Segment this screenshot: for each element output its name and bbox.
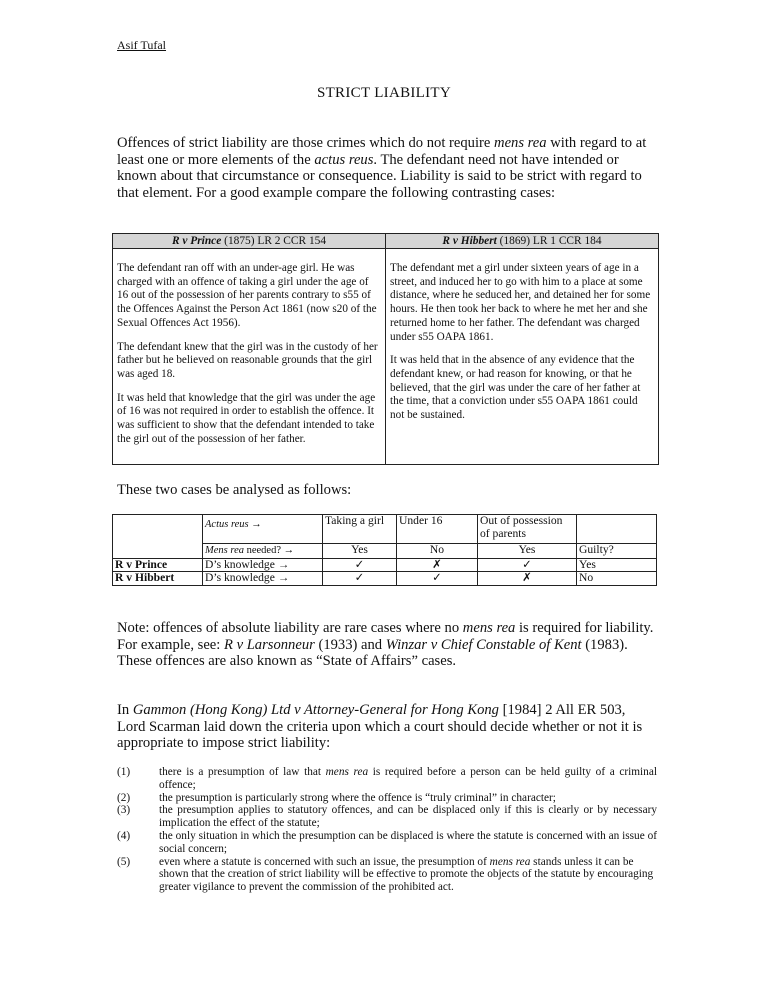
mark-prince-under16: ✗ — [397, 558, 478, 572]
column-divider — [385, 248, 386, 464]
mark-hibbert-possession: ✗ — [478, 572, 577, 586]
guilty-header: Guilty? — [577, 544, 657, 559]
prince-facts: The defendant ran off with an under-age girl. He was charged with an offence of taking a girl under the age of 16 out of the possession of her parents contrary to s55 of the Offences Against the Person Act 1861 (now s20 of the Sexual Offences Act 1956). — [117, 262, 377, 329]
mark-hibbert-under16: ✓ — [397, 572, 478, 586]
list-item — [117, 804, 657, 830]
mark-prince-possession: ✓ — [478, 558, 577, 572]
item-text: the presumption is particularly strong where the offence is “truly criminal” in character; — [159, 791, 556, 804]
item-number: (4) — [117, 829, 131, 842]
blank-header — [577, 515, 657, 544]
list-item — [117, 766, 657, 792]
prince-belief: The defendant knew that the girl was in the custody of her father but he believed on reasonable grounds that the girl was aged 18. — [117, 340, 378, 380]
absolute-liability-note: Note: offences of absolute liability are rare cases where no mens rea is required for liability. For example, see: R v Larsonneur (1933) and Winzar v Chief Constable of Kent (1983). These offences are also known as “State of Affairs” cases. — [117, 620, 654, 669]
item-text: there is a presumption of law that mens rea is required before a person can be held guilty of a criminal offence; — [159, 766, 657, 791]
col-possession-header: Out of possession of parents — [478, 515, 577, 544]
prince-column — [117, 262, 379, 456]
mens-rea-label: Mens rea needed? → — [203, 544, 323, 559]
hibbert-facts: The defendant met a girl under sixteen years of age in a street, and induced her to go with him to a place at some distance, where he seduced her, and detained her for some hours. He then took her back to where he met her and she returned home to her father. The defendant was charged under s55 OAPA 1861. — [390, 262, 651, 343]
guilty-prince: Yes — [577, 558, 657, 572]
prince-header: R v Prince (1875) LR 2 CCR 154 — [113, 234, 386, 249]
page-title: STRICT LIABILITY — [316, 85, 452, 101]
item-text: even where a statute is concerned with such an issue, the presumption of mens rea stands unless it can be shown that the creation of strict liability will be effective to promote the objects of the statute by encouraging greater vigilance to prevent the commission of the prohibited act. — [159, 855, 654, 894]
mark-prince-taking: ✓ — [323, 558, 397, 572]
hibbert-held: It was held that in the absence of any evidence that the defendant knew, or had reason for knowing, or that he believed, that the girl was under the care of her father at the time, that a conviction under s55 OAPA 1861 could not be sustained. — [390, 354, 641, 422]
col-taking-header: Taking a girl — [323, 515, 397, 544]
prince-held: It was held that knowledge that the girl was under the age of 16 was not required in order to establish the offence. It was sufficient to show that the defendant intended to take the girl out of the possession of her father. — [117, 391, 376, 445]
analysis-heading: These two cases be analysed as follows: — [117, 482, 352, 498]
list-item — [117, 830, 657, 856]
item-text: the presumption applies to statutory offences, and can be displaced only if this is clearly or by necessary implication the effect of the statute; — [159, 804, 657, 830]
criteria-list — [117, 766, 657, 894]
item-number: (3) — [117, 804, 131, 817]
row-label-prince: D’s knowledge → — [203, 558, 323, 572]
mark-hibbert-taking: ✓ — [323, 572, 397, 586]
col-under16-header: Under 16 — [397, 515, 478, 544]
item-number: (1) — [117, 766, 131, 778]
item-text: the only situation in which the presumption can be displaced is where the statute is concerned with an issue of social concern; — [159, 829, 657, 855]
hibbert-column — [390, 262, 654, 433]
hibbert-header: R v Hibbert (1869) LR 1 CCR 184 — [386, 234, 658, 249]
row-name-prince: R v Prince — [113, 558, 203, 572]
author-name: Asif Tufal — [117, 38, 167, 52]
list-item — [117, 856, 657, 894]
item-number: (5) — [117, 855, 131, 868]
corner-cell — [113, 515, 203, 544]
needed-taking: Yes — [323, 544, 397, 559]
list-item — [117, 792, 657, 805]
analysis-table — [112, 514, 657, 586]
needed-under16: No — [397, 544, 478, 559]
cases-table — [112, 233, 659, 465]
guilty-hibbert: No — [577, 572, 657, 586]
blank-cell — [113, 544, 203, 559]
actus-reus-label: Actus reus → — [203, 515, 323, 544]
needed-possession: Yes — [478, 544, 577, 559]
row-name-hibbert: R v Hibbert — [113, 572, 203, 586]
row-label-hibbert: D’s knowledge → — [203, 572, 323, 586]
gammon-paragraph: In Gammon (Hong Kong) Ltd v Attorney-General for Hong Kong [1984] 2 All ER 503, Lord Scarman laid down the criteria upon which a court should decide whether or not it is appropriate to impose strict liability: — [117, 702, 643, 751]
item-number: (2) — [117, 791, 131, 804]
intro-paragraph: Offences of strict liability are those crimes which do not require mens rea with regard to at least one or more elements of the actus reus. The defendant need not have intended or known about that circumstance or consequence. Liability is said to be strict with regard to that element. For a good example compare the following contrasting cases: — [117, 135, 647, 201]
